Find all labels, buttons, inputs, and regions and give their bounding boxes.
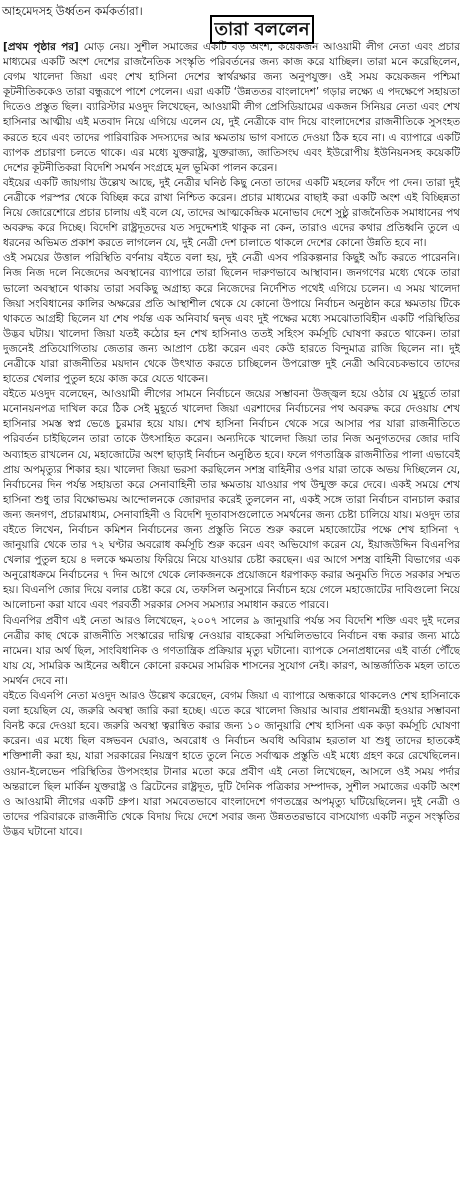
continuation-label: [প্রথম পৃষ্ঠার পর]: [3, 41, 79, 53]
article-paragraph: বইতে বিএনপি নেতা মওদুদ আরও উল্লেখ করেছেন, বেগম জিয়া এ ব্যাপারে অন্ধকারে থাকলেও শেখ হাসিনাকে বলা হয়েছিল যে, জরুরি অবস্থা জারি করা হচ্ছে। এতে করে খালেদা জিয়ার আবার প্রধানমন্ত্রী হওয়ার সম্ভাবনা বিনষ্ট করে দেওয়া হবে। জরুরি অবস্থা ত্বরান্বিত করার জন্য ১০ জানুয়ারি শেখ হাসিনা এক কড়া কর্মসূচি ঘোষণা করেন। এর মধ্যে ছিল বঙ্গভবন ঘেরাও, অবরোধ ও নির্বাচন অবধি অবিরাম হরতাল যা শুধু তাদের হাতকেই শক্তিশালী করা হয়, যারা সরকারের নিয়ন্ত্রণ হাতে তুলে নিতে সর্বাত্মক প্রস্তুতি এই মধ্যে গ্রহণ করে রেখেছিলেন। ওয়ান-ইলেভেন পরিস্থিতির উপসংহার টানার মতো করে প্রবীণ এই নেতা লিখেছেন, আসলে ওই সময় পর্দার অন্তরালে ছিল মার্কিন যুক্তরাষ্ট্র ও ব্রিটেনের রাষ্ট্রদূত, দুটি দৈনিক পত্রিকার সম্পাদক, সুশীল সমাজের একটি অংশ ও আওয়ামী লীগের একটি গ্রুপ। যারা সমবেতভাবে বাংলাদেশে গণতন্ত্রের অপমৃত্যু ঘটিয়েছিলেন। দুই নেত্রী ও তাদের পরিবারকে রাজনীতি থেকে বিদায় দিয়ে দেশে সবার জন্য উন্নততরভাবে বাসযোগ্য একটি নতুন সংস্কৃতির উদ্ভব ঘটানো যাবে।: [3, 690, 460, 838]
article-paragraph: বিএনপির প্রবীণ এই নেতা আরও লিখেছেন, ২০০৭ সালের ৯ জানুয়ারি পর্যন্ত সব বিদেশি শক্তি এবং দুই দলের নেত্রীর কাছ থেকে রাজনীতি সংস্কারের দায়িত্ব নেওয়ার বাহকেরা সম্মিলিতভাবে নির্বাচন বন্ধ করার জন্য মাঠে নামেন। যার অর্থ ছিল, সাংবিধানিক ও গণতান্ত্রিক প্রক্রিয়ার মৃত্যু ঘটানো। ব্যাপকে সেনাপ্রধানের এই বার্তা পৌঁছে যায় যে, সামরিক আইনের অধীনে কোনো রকমের সামরিক শাসনের সুযোগ নেই। কারণ, আন্তর্জাতিক মহল তাতে সমর্থন দেবে না।: [3, 614, 460, 687]
article-paragraph: বইয়ের একটি জায়গায় উল্লেখ আছে, দুই নেত্রীর ঘনিষ্ঠ কিছু নেতা তাদের একটি মহলের ফাঁদে পা দেন। তারা দুই নেত্রীকে পরস্পর থেকে বিচ্ছিন্ন করে রাখা নিশ্চিত করেন। প্রচার মাধ্যমের বাছাই করা একটি অংশ এই বিচ্ছিন্নতা নিয়ে জোরেশোরে প্রচার চালায় এই বলে যে, তাদের আত্মকেন্দ্রিক মনোভাব দেশে সুষ্ঠু রাজনৈতিক সমাধানের পথ অবরুদ্ধ করে দিচ্ছে। বিদেশি রাষ্ট্রদূতদের যত সদুদ্দেশ্যই থাকুক না কেন, তারাও এদের কথার প্রতিধ্বনি তুলে এ ধরনের অভিমত প্রকাশ করতে লাগলেন যে, দুই নেত্রী দেশ চালাতে থাকলে দেশের কোনো উন্নতি হবে না।: [3, 176, 460, 250]
article-headline: তারা বললেন: [210, 15, 314, 44]
preceding-article-tail: আহমেদসহ উর্ধ্বতন কর্মকর্তারা।: [2, 4, 143, 18]
article-body: [3, 40, 460, 1190]
article-paragraph: [3, 40, 460, 176]
paragraph-text: মোড় নেয়। সুশীল সমাজের একটি বড় অংশ, কয়েকজন আওয়ামী লীগ নেতা এবং প্রচার মাধ্যমের একটি অংশ দেশের রাজনৈতিক সংস্কৃতি পরিবর্তনের জন্য কাজ করে যাচ্ছিল। তারা মনে করেছিলেন, বেগম খালেদা জিয়া এবং শেখ হাসিনা দেশের স্বার্থরক্ষার জন্য অনুপযুক্ত। ওই সময় কয়েকজন পশ্চিমা কূটনীতিককেও তারা বন্ধুরূপে পাশে পেলেন। এরা একটি ‘উন্নততর বাংলাদেশ’ গড়ার লক্ষ্যে এ পদক্ষেপে সহায়তা দিতেও প্রস্তুত ছিল। ব্যারিস্টার মওদুদ লিখেছেন, আওয়ামী লীগ প্রেসিডিয়ামের একজন সিনিয়র নেতা এবং শেখ হাসিনার আত্মীয় এই মতবাদ নিয়ে এগিয়ে এলেন যে, দুই নেত্রীকে বাদ দিয়ে বাংলাদেশের রাজনীতিকে সুসংহত করতে হবে এবং তাদের পারিবারিক সদস্যদের আর ক্ষমতায় ভাগ বসাতে দেওয়া ঠিক হবে না। এ ব্যাপারে একটি ব্যাপক প্রচারণা চলতে থাকে। এর মধ্যে যুক্তরাষ্ট্র, যুক্তরাজ্য, জাতিসংঘ এবং ইউরোপীয় ইউনিয়নসহ কয়েকটি দেশের কূটনীতিকরা বিদেশি সমর্থন সংগ্রহে মূল ভূমিকা পালন করেন।: [3, 41, 460, 174]
article-paragraph: বইতে মওদুদ বলেছেন, আওয়ামী লীগের সামনে নির্বাচনে জয়ের সম্ভাবনা উজ্জ্বল হয়ে ওঠার যে মুহূর্তে তারা মনোনয়নপত্র দাখিল করে ঠিক সেই মুহূর্তে খালেদা জিয়া এরশাদের নির্বাচনের পথ অবরুদ্ধ করে দেওয়ায় শেখ হাসিনার সমস্ত স্বপ্ন ভেঙে চুরমার হয়ে যায়। শেখ হাসিনা নির্বাচন থেকে সরে আসার পর যারা রাজনীতিতে পরিবর্তন চাইছিলেন তারা তাকে উৎসাহিত করেন। অন্যদিকে খালেদা জিয়া তার নিজ অনুগতদের জোর দাবি অব্যাহত রাখলেন যে, মহাজোটের অংশ ছাড়াই নির্বাচন অনুষ্ঠিত হবে। ফলে গণতান্ত্রিক রাজনীতির পালা এভাবেই প্রায় অপমৃত্যুর শিকার হয়। খালেদা জিয়া ভরসা করছিলেন সশস্ত্র বাহিনীর ওপর যারা তাকে অভয় দিচ্ছিলেন যে, নির্বাচনের দিন পর্যন্ত সহায়তা করে সেনাবাহিনী তার ক্ষমতায় যাওয়ার পথ উন্মুক্ত করে দেবে। একই সময়ে শেখ হাসিনা শুধু তার বিক্ষোভময় আন্দোলনকে জোরদার করেই তুললেন না, একই সঙ্গে তারা নির্বাচন বানচাল করার জন্য জনগণ, প্রচারমাধ্যম, সেনাবাহিনী ও বিদেশি দূতাবাসগুলোতে সমর্থনের জন্য চেষ্টা চালিয়ে যায়। মওদুদ তার বইতে লিখেন, নির্বাচন কমিশন নির্বাচনের জন্য প্রস্তুতি নিতে শুরু করলে মহাজোটের পক্ষে শেখ হাসিনা ৭ জানুয়ারি থেকে তার ৭২ ঘণ্টার অবরোধ কর্মসূচি শুরু করেন এবং অভিযোগ করেন যে, ইয়াজউদ্দিন বিএনপির খেলার পুতুল হয়ে ৪ দলকে ক্ষমতায় ফিরিয়ে নিয়ে যাওয়ার চেষ্টা করছেন। এর আগে সশস্ত্র বাহিনী বিভাগের এক অনুরোধক্রমে নির্বাচনের ৭ দিন আগে থেকে লোকজনকে প্রয়োজনে ধরপাকড় করার অনুমতি দিতে সরকার সম্মত হয়। বিএনপি জোর দিয়ে বলার চেষ্টা করে যে, তফসিল অনুসারে নির্বাচন হয়ে গেলে মহাজোটের দাবিগুলো নিয়ে আলোচনা করা যাবে এবং পরবর্তী সরকার সেসব সমস্যার সমাধান করতে পারবে।: [3, 388, 460, 612]
article-paragraph: ওই সময়ের উত্তাল পরিস্থিতি বর্ণনায় বইতে বলা হয়, দুই নেত্রী এসব পরিকল্পনার কিছুই আঁচ করতে পারেননি। নিজ নিজ দলে নিজেদের অবস্থানের ব্যাপারে তারা ছিলেন দারুণভাবে আস্থাবান। জনগণের মধ্যে থেকে তারা ভালো অবস্থানে থাকায় তারা সবকিছু অগ্রাহ্য করে নিজেদের নির্দেশিত পথেই এগিয়ে চলেন। এ সময় খালেদা জিয়া সংবিধানের কালির অক্ষরের প্রতি আস্থাশীল থেকে যে কোনো উপায়ে নির্বাচন অনুষ্ঠান করে ক্ষমতায় টিকে থাকতে আগ্রহী ছিলেন যা শেষ পর্যন্ত এক অনিবার্য দ্বন্দ্ব এবং দুই পক্ষের মধ্যে সমঝোতাবিহীন একটি পরিস্থিতির উদ্ভব ঘটায়। খালেদা জিয়া যতই কঠোর হন শেখ হাসিনাও ততই সহিংস কর্মসূচি ঘোষণা করতে থাকেন। তারা দুজনেই প্রতিযোগিতায় জেতার জন্য আপ্রাণ চেষ্টা করেন এবং কেউ হারতে বিন্দুমাত্র রাজি ছিলেন না। দুই নেত্রীকে যারা রাজনীতির ময়দান থেকে উৎখাত করতে চাচ্ছিলেন উপরোক্ত দুই নেত্রী অবিবেচকভাবে তাদের হাতের খেলার পুতুল হয়ে কাজ করে যেতে থাকেন।: [3, 252, 460, 386]
